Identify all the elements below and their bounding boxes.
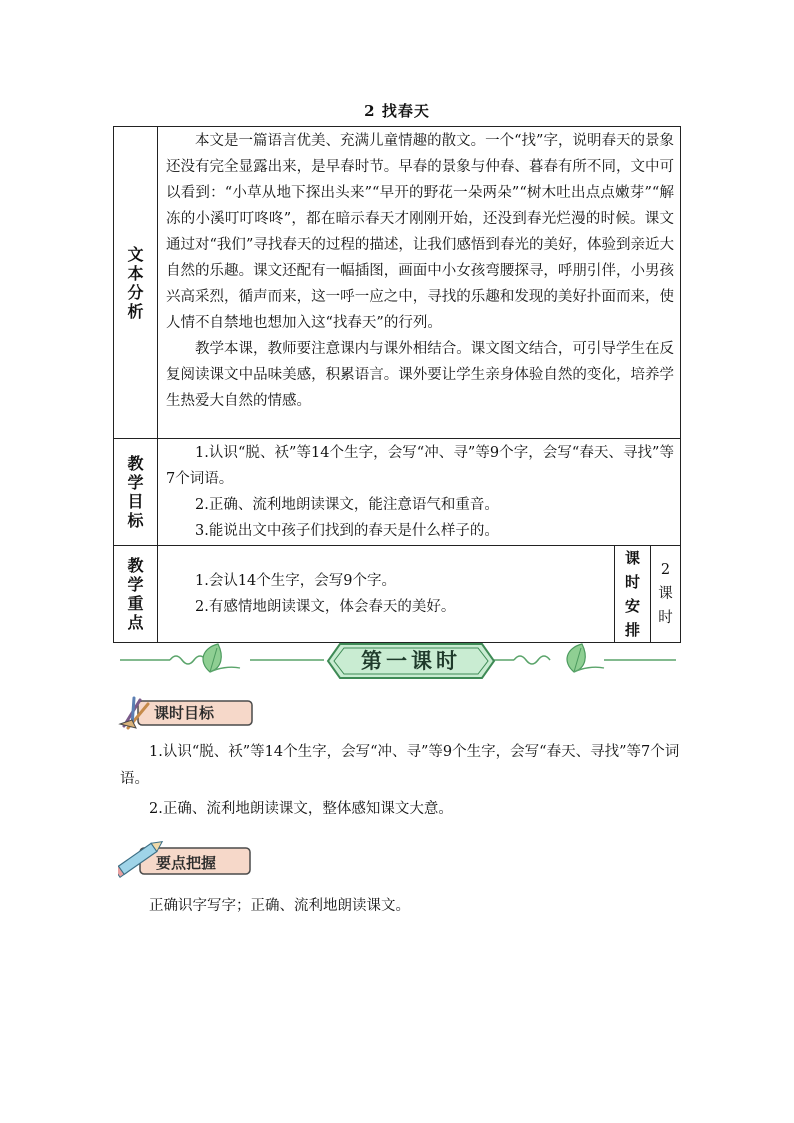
goals-content [158,439,681,546]
key-points-text: 正确识字写字；正确、流利地朗读课文。 [149,898,410,914]
lesson-goal-item: 2.正确、流利地朗读课文，整体感知课文大意。 [149,801,453,817]
page-title: 2 找春天 [364,102,430,120]
goal-item: 3.能说出文中孩子们找到的春天是什么样子的。 [195,523,499,539]
leaf-ornament-icon [567,644,604,672]
analysis-paragraph: 本文是一篇语言优美、充满儿童情趣的散文。一个“找”字，说明春天的景象还没有完全显露出来，是早春时节。早春的景象与仲春、暮春有所不同，文中可以看到：“小草从地下探出头来”“早开的野花一朵两朵”“树木吐出点点嫩芽”“解冻的小溪叮叮咚咚”，都在暗示春天才刚刚开始，还没到春光烂漫的时候。课文通过对“我们”寻找春天的过程的描述，让我们感悟到春光的美好，体验到亲近大自然的乐趣。课文还配有一幅插图，画面中小女孩弯腰探寻，呼朋引伴，小男孩兴高采烈，循声而来，这一呼一应之中，寻找的乐趣和发现的美好扑面而来，使人情不自禁地也想加入这“找春天”的行列。 [166,133,674,331]
keypoint-item: 1.会认14个生字，会写9个字。 [195,573,397,589]
analysis-header: 文 本 分 析 [114,127,158,439]
goals-header: 教 学 目 标 [114,439,158,546]
leaf-ornament-icon [203,644,240,672]
keypoints-content [158,546,615,643]
key-points-content [120,893,680,920]
lesson-banner [326,642,496,680]
banner-title: 第一课时 [361,648,461,673]
key-points-label: 要点把握 [118,846,258,876]
analysis-content [158,127,681,439]
lesson-goals-label: 课时目标 [118,698,258,728]
schedule-header: 课 时 安 排 [615,546,651,643]
analysis-paragraph: 教学本课，教师要注意课内与课外相结合。课文图文结合，可引导学生在反复阅读课文中品味美感，积累语言。课外要让学生亲身体验自然的变化，培养学生热爱大自然的情感。 [166,341,674,409]
keypoints-header: 教 学 重 点 [114,546,158,643]
goal-item: 1.认识“脱、袄”等14个生字，会写“冲、寻”等9个字，会写“春天、寻找”等7个词语。 [166,445,674,487]
schedule-value: 2 课 时 [651,546,681,643]
goal-item: 2.正确、流利地朗读课文，能注意语气和重音。 [195,497,499,513]
lesson-goal-item: 1.认识“脱、袄”等14个生字，会写“冲、寻”等9个生字，会写“春天、寻找”等7个词语。 [120,744,680,787]
lesson-goals-content [120,739,680,823]
lesson-plan-table [113,126,681,643]
keypoint-item: 2.有感情地朗读课文，体会春天的美好。 [195,599,456,615]
